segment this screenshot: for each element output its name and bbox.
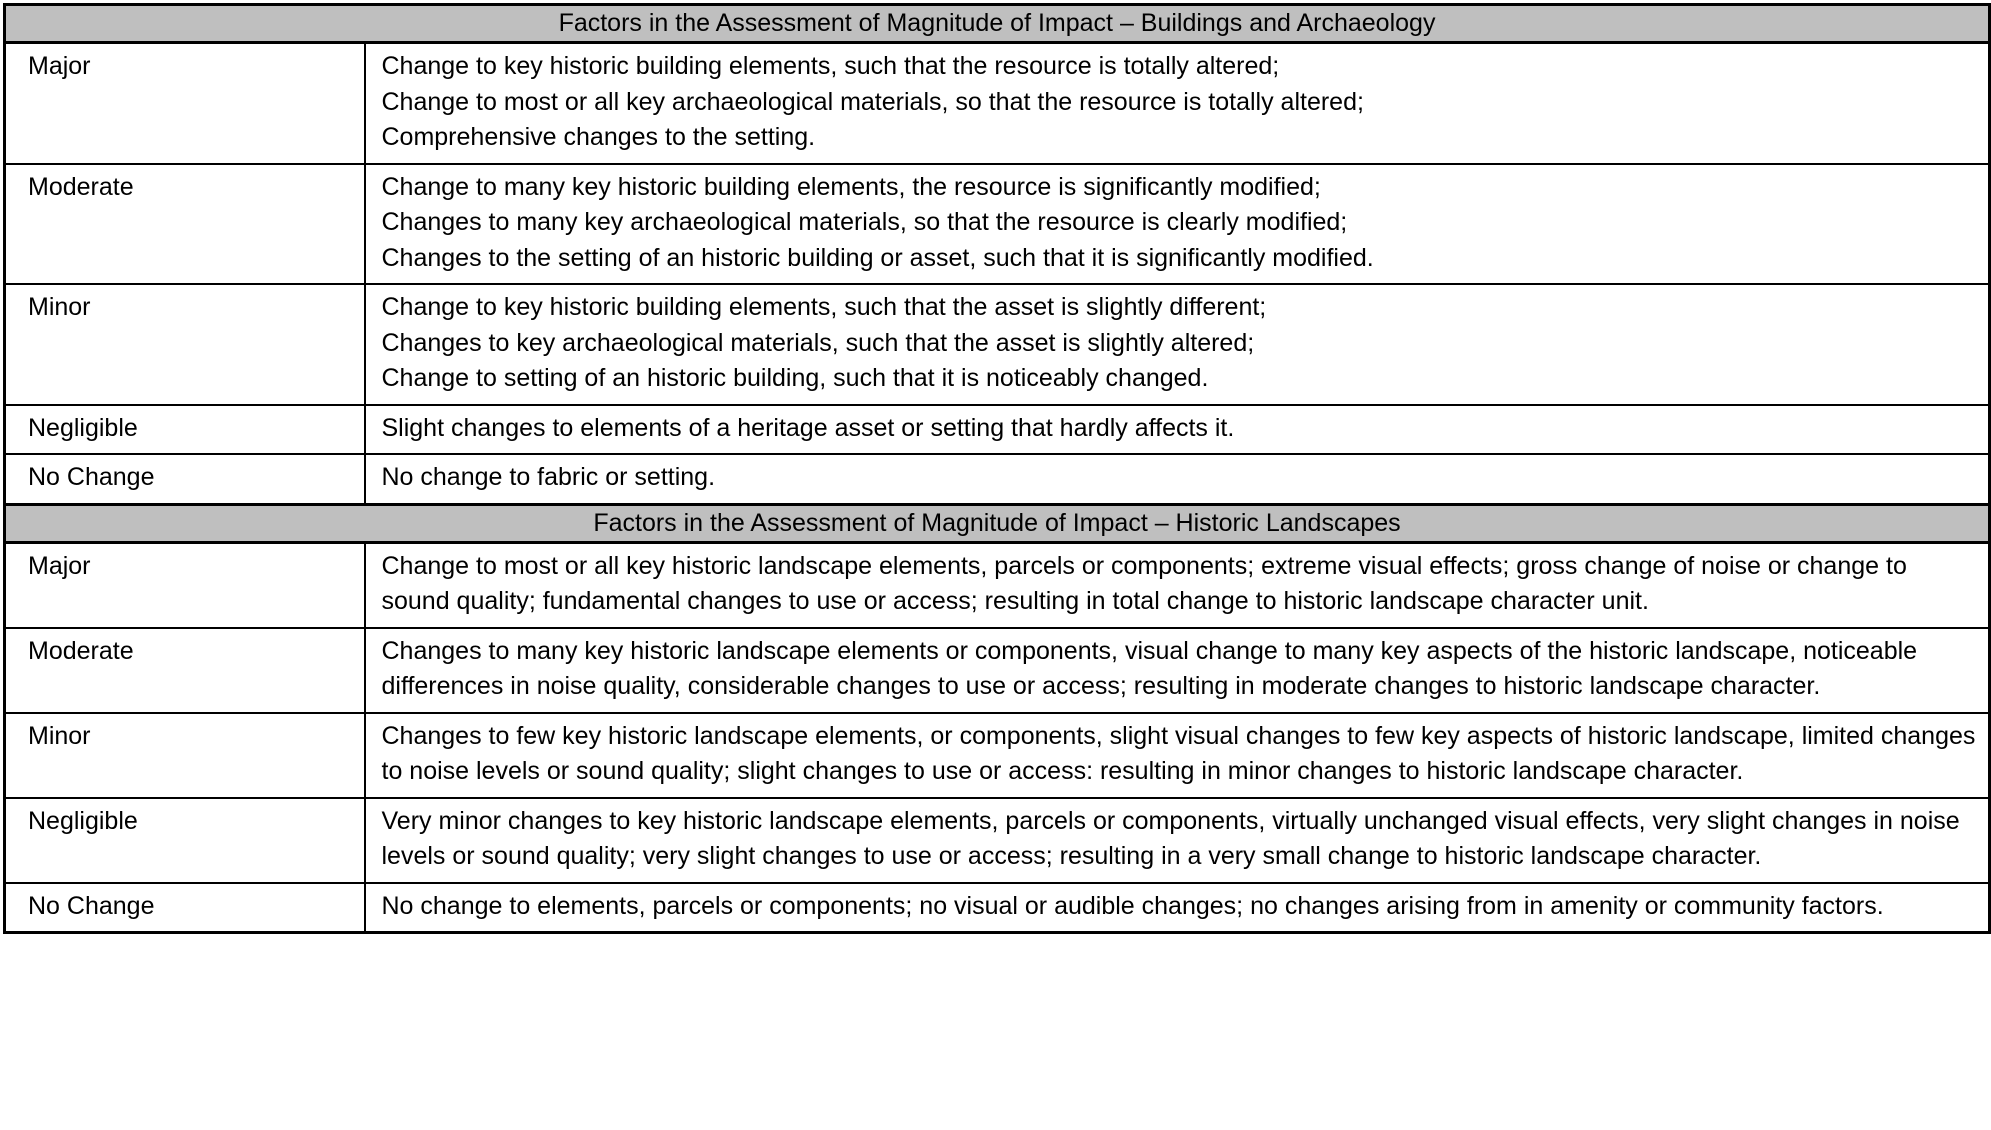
magnitude-description <box>365 43 1990 164</box>
magnitude-description <box>365 284 1990 405</box>
description-line: No change to fabric or setting. <box>381 463 716 491</box>
table-row <box>5 405 1990 455</box>
table-row <box>5 628 1990 713</box>
description-line: Change to setting of an historic building, such that it is noticeably changed. <box>381 364 1209 392</box>
magnitude-label-no-change: No Change <box>5 883 365 933</box>
description-line: Change to key historic building elements, such that the resource is totally altered; <box>381 52 1280 80</box>
description-line: Slight changes to elements of a heritage asset or setting that hardly affects it. <box>381 413 1235 442</box>
description-paragraph: No change to elements, parcels or components; no visual or audible changes; no changes arising from in amenity or community factors. <box>381 891 1884 920</box>
description-line: Change to key historic building elements, such that the asset is slightly different; <box>381 293 1267 321</box>
magnitude-label-major: Major <box>5 542 365 628</box>
magnitude-label-negligible: Negligible <box>5 405 365 455</box>
magnitude-description <box>365 542 1990 628</box>
magnitude-description <box>365 164 1990 285</box>
table-row <box>5 43 1990 164</box>
table-row <box>5 798 1990 883</box>
magnitude-label-minor: Minor <box>5 284 365 405</box>
section-header-buildings-archaeology: Factors in the Assessment of Magnitude of Impact – Buildings and Archaeology <box>5 5 1990 43</box>
magnitude-label-moderate: Moderate <box>5 164 365 285</box>
magnitude-label-negligible: Negligible <box>5 798 365 883</box>
description-line: Change to most or all key archaeological materials, so that the resource is totally altered; <box>381 87 1364 116</box>
description-paragraph: Changes to few key historic landscape elements, or components, slight visual changes to few key aspects of historic landscape, limited changes to noise levels or sound quality; slight changes to use or access: resulting in minor changes to historic landscape character. <box>381 721 1976 785</box>
magnitude-label-major: Major <box>5 43 365 164</box>
table-body <box>5 5 1990 933</box>
magnitude-description <box>365 454 1990 504</box>
description-paragraph: Very minor changes to key historic landscape elements, parcels or components, virtually unchanged visual effects, very slight changes in noise levels or sound quality; very slight changes to use or access; resulting in a very small change to historic landscape character. <box>381 806 1960 870</box>
description-paragraph: Change to most or all key historic landscape elements, parcels or components; extreme visual effects; gross change of noise or change to sound quality; fundamental changes to use or access; resulting in total change to historic landscape character unit. <box>381 551 1907 615</box>
magnitude-description <box>365 628 1990 713</box>
table-row <box>5 454 1990 504</box>
description-line: Change to many key historic building elements, the resource is significantly modified; <box>381 172 1321 201</box>
magnitude-label-no-change: No Change <box>5 454 365 504</box>
magnitude-label-minor: Minor <box>5 713 365 798</box>
magnitude-description <box>365 713 1990 798</box>
magnitude-of-impact-table <box>3 3 1991 934</box>
table-row <box>5 284 1990 405</box>
description-line: Changes to the setting of an historic building or asset, such that it is significantly modified. <box>381 243 1374 272</box>
description-line: Changes to many key archaeological materials, so that the resource is clearly modified; <box>381 208 1348 236</box>
table-row <box>5 542 1990 628</box>
description-line: Changes to key archaeological materials, such that the asset is slightly altered; <box>381 328 1255 357</box>
section-header-historic-landscapes: Factors in the Assessment of Magnitude of Impact – Historic Landscapes <box>5 504 1990 542</box>
magnitude-description <box>365 405 1990 455</box>
section-header-row <box>5 504 1990 542</box>
magnitude-description <box>365 798 1990 883</box>
section-header-row <box>5 5 1990 43</box>
magnitude-description <box>365 883 1990 933</box>
table-row <box>5 164 1990 285</box>
table-row <box>5 713 1990 798</box>
description-line: Comprehensive changes to the setting. <box>381 123 816 151</box>
magnitude-label-moderate: Moderate <box>5 628 365 713</box>
description-paragraph: Changes to many key historic landscape elements or components, visual change to many key aspects of the historic landscape, noticeable differences in noise quality, considerable changes to use or access; resulting in moderate changes to historic landscape character. <box>381 636 1918 700</box>
table-row <box>5 883 1990 933</box>
